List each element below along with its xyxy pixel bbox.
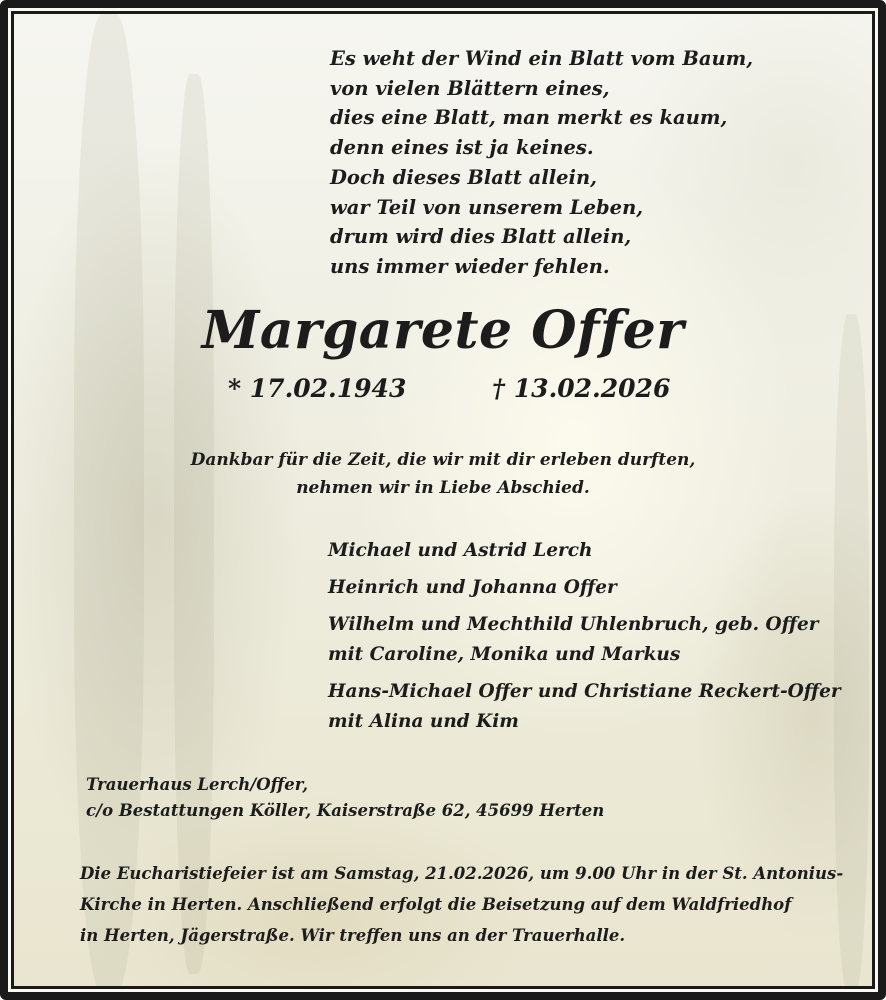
thanks-line: nehmen wir in Liebe Abschied. <box>296 478 590 498</box>
thanks-message <box>14 446 872 502</box>
background-forest-trunk <box>174 74 214 974</box>
service-line: in Herten, Jägerstraße. Wir treffen uns an der Trauerhalle. <box>80 926 626 945</box>
thanks-line: Dankbar für die Zeit, die wir mit dir erleben durften, <box>190 450 696 470</box>
service-line: Kirche in Herten. Anschließend erfolgt die Beisetzung auf dem Waldfriedhof <box>80 895 792 914</box>
address-line: c/o Bestattungen Köller, Kaiserstraße 62, 45699 Herten <box>86 801 605 820</box>
death-date: † 13.02.2026 <box>492 374 671 403</box>
poem-line: uns immer wieder fehlen. <box>330 254 610 278</box>
poem-line: Doch dieses Blatt allein, <box>330 165 597 189</box>
mourners-list <box>328 536 841 744</box>
poem-line: Es weht der Wind ein Blatt vom Baum, <box>330 47 754 70</box>
poem-line: drum wird dies Blatt allein, <box>330 225 632 249</box>
address-line: Trauerhaus Lerch/Offer, <box>86 775 308 794</box>
poem-line: war Teil von unserem Leben, <box>330 195 644 219</box>
mourner-line: mit Alina und Kim <box>328 711 519 732</box>
birth-date: * 17.02.1943 <box>228 374 407 403</box>
service-details <box>80 858 843 951</box>
mourner-line: Michael und Astrid Lerch <box>328 540 593 561</box>
obituary-content <box>14 14 872 986</box>
poem-line: von vielen Blättern eines, <box>330 76 610 100</box>
mourner-line: mit Caroline, Monika und Markus <box>328 644 681 665</box>
mourner-group <box>328 573 841 603</box>
deceased-name: Margarete Offer <box>201 300 685 361</box>
mourner-group <box>328 677 841 737</box>
mourner-line: Hans-Michael Offer und Christiane Reckert-Offer <box>328 681 841 702</box>
mourning-address <box>86 772 604 824</box>
mourner-line: Wilhelm und Mechthild Uhlenbruch, geb. Offer <box>328 614 819 635</box>
mourner-group <box>328 536 841 566</box>
service-line: Die Eucharistiefeier ist am Samstag, 21.02.2026, um 9.00 Uhr in der St. Antonius- <box>80 864 844 883</box>
poem-line: dies eine Blatt, man merkt es kaum, <box>330 106 728 130</box>
mourner-group <box>328 610 841 670</box>
mourner-line: Heinrich und Johanna Offer <box>328 577 617 598</box>
poem-line: denn eines ist ja keines. <box>330 136 594 160</box>
poem <box>330 44 753 282</box>
